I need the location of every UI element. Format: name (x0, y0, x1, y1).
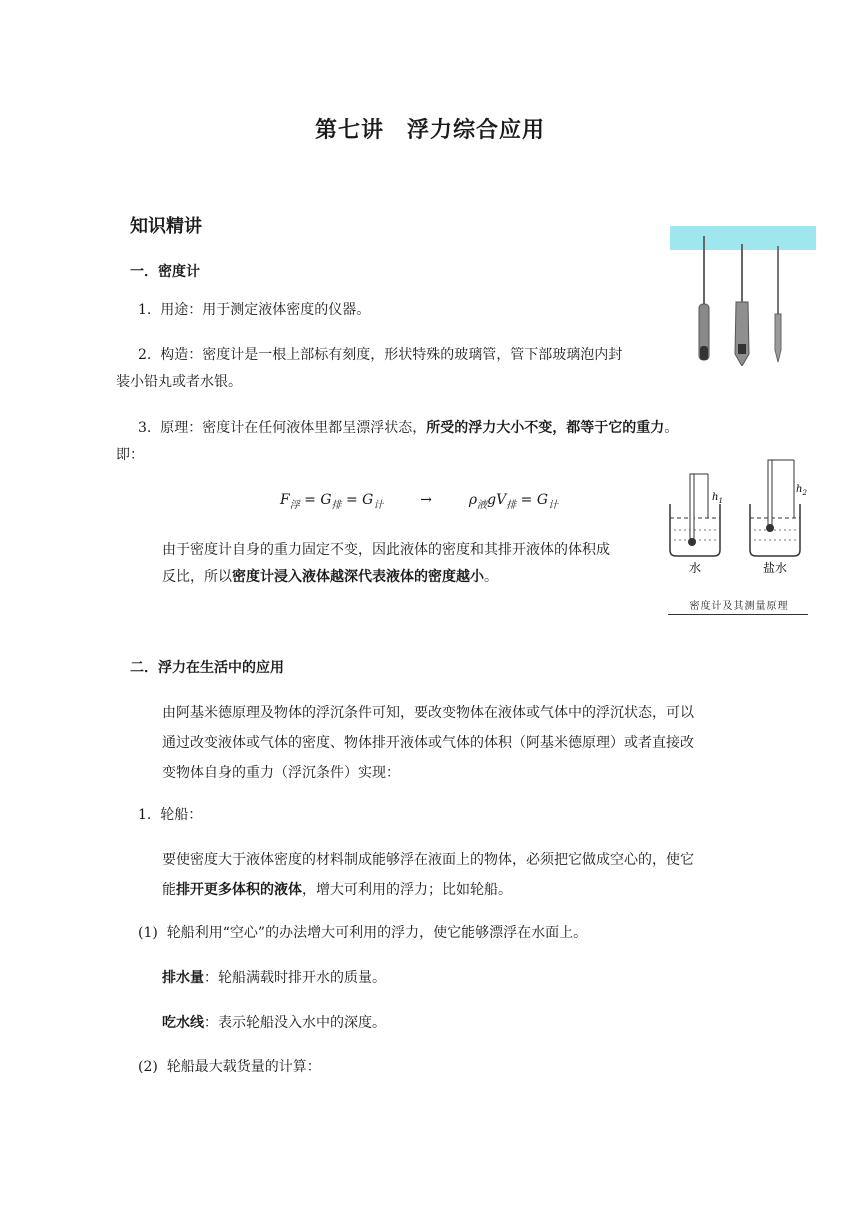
note-text: 反比，所以 (162, 569, 232, 585)
sub-text: 轮船利用“空心”的办法增大可利用的浮力，使它能够漂浮在水面上。 (166, 925, 588, 941)
part1-item3-line2: 即： (116, 447, 144, 463)
part1-item2 (138, 345, 622, 365)
part1-note-line1: 由于密度计自身的重力固定不变，因此液体的密度和其排开液体的体积成 (162, 542, 610, 558)
part1-item3 (138, 418, 678, 438)
sub-text: 轮船最大载货量的计算： (166, 1059, 321, 1075)
formula-sub: 液 (477, 499, 488, 511)
item-bold-text: 所受的浮力大小不变，都等于它的重力 (426, 420, 665, 436)
arrow-icon: → (420, 492, 433, 508)
hydrometer-photo (670, 226, 816, 366)
item-suffix: 。 (664, 420, 679, 436)
item-text: 构造：密度计是一根上部标有刻度，形状特殊的玻璃管，管下部玻璃泡内封 (160, 347, 623, 363)
displacement-definition (162, 968, 386, 988)
ship-suffix: ，增大可利用的浮力；比如轮船。 (302, 882, 512, 898)
section-heading: 知识精讲 (130, 216, 202, 237)
item-number: 3. (138, 420, 152, 436)
formula-sub: 计 (548, 499, 559, 511)
page-title: 第七讲 浮力综合应用 (314, 118, 545, 143)
part2-intro-line3: 变物体自身的重力（浮沉条件）实现： (162, 765, 400, 781)
formula-part: ρ (468, 492, 478, 508)
part2-intro-line1: 由阿基米德原理及物体的浮沉条件可知，要改变物体在液体或气体中的浮沉状态，可以 (162, 705, 694, 721)
formula-part: = G (516, 492, 549, 508)
waterline-definition (162, 1013, 386, 1033)
part2-item1 (138, 805, 202, 825)
note-bold-text: 密度计浸入液体越深代表液体的密度越小 (232, 569, 484, 585)
ship-line1: 要使密度大于液体密度的材料制成能够浮在液面上的物体，必须把它做成空心的，使它 (162, 852, 694, 868)
part1-item2-line2: 装小铅丸或者水银。 (116, 374, 242, 390)
part1-note-line2 (162, 567, 498, 587)
formula-part: = G (341, 492, 374, 508)
term-text: ：轮船满载时排开水的质量。 (204, 970, 386, 986)
part2-sub1 (138, 923, 587, 943)
term-text: ：表示轮船没入水中的深度。 (204, 1015, 386, 1031)
part2-sub2 (138, 1057, 321, 1077)
formula-sub: 浮 (289, 499, 300, 511)
note-suffix: 。 (484, 569, 498, 585)
ship-bold-text: 排开更多体积的液体 (176, 882, 302, 898)
h1-label: $h_1$ (712, 492, 723, 505)
formula-sub: 排 (331, 499, 342, 511)
part1-item1 (138, 300, 370, 320)
ship-line2 (162, 880, 512, 900)
salt-water-label: 盐水 (762, 561, 788, 575)
water-label: 水 (688, 561, 702, 575)
figure-caption: 密度计及其测量原理 (689, 601, 789, 612)
item-number: 1. (138, 807, 152, 823)
term-label: 排水量 (162, 970, 204, 986)
ship-text: 能 (162, 882, 176, 898)
buoyancy-formula (280, 492, 558, 511)
item-text: 轮船： (160, 807, 203, 823)
formula-part: gV (487, 492, 507, 508)
part1-heading: 一．密度计 (130, 264, 200, 280)
item-text: 原理：密度计在任何液体里都呈漂浮状态， (160, 420, 427, 436)
formula-sub: 计 (373, 499, 384, 511)
part2-intro-line2: 通过改变液体或气体的密度、物体排开液体或气体的体积（阿基米德原理）或者直接改 (162, 735, 694, 751)
part2-heading: 二．浮力在生活中的应用 (130, 660, 284, 676)
h2-label: $h_2$ (796, 484, 807, 497)
beaker-diagram (662, 456, 812, 576)
item-text: 用途：用于测定液体密度的仪器。 (160, 302, 371, 318)
sub-number: (1) (138, 925, 158, 941)
formula-part: = G (299, 492, 332, 508)
caption-underline (668, 614, 808, 615)
item-number: 1. (138, 302, 152, 318)
term-label: 吃水线 (162, 1015, 204, 1031)
formula-sub: 排 (506, 499, 517, 511)
item-number: 2. (138, 347, 152, 363)
sub-number: (2) (138, 1059, 158, 1075)
formula-part: F (280, 492, 290, 508)
